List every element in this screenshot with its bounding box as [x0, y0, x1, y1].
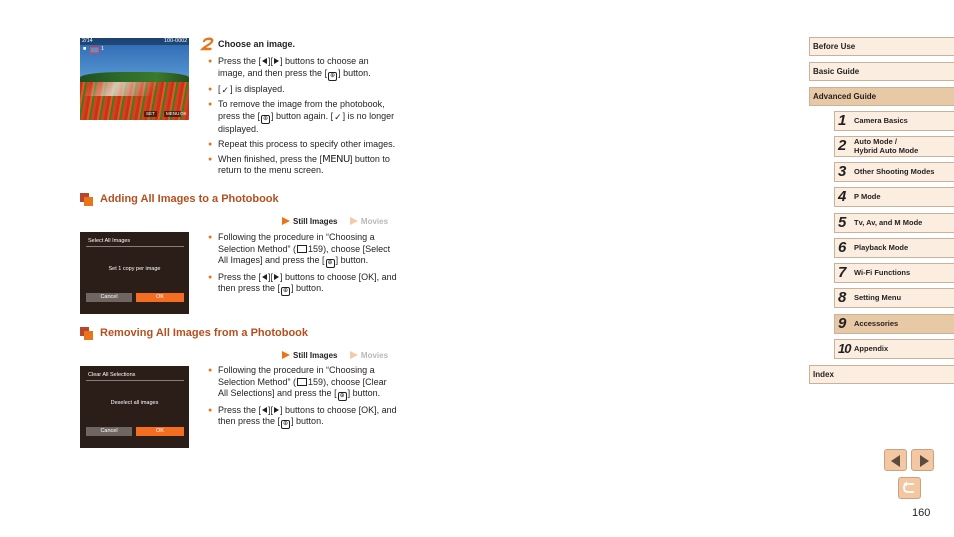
chapter-label: Tv, Av, and M Mode: [854, 217, 923, 227]
file-number: 100-0002: [164, 38, 188, 44]
func-set-icon: ⊕: [330, 72, 336, 79]
chapter-number: 7: [838, 264, 847, 281]
dialog-title: Clear All Selections: [88, 372, 136, 378]
chapter-label: Other Shooting Modes: [854, 166, 935, 176]
movies-icon: [350, 351, 358, 359]
section1-bullet-list: [208, 232, 398, 300]
func-set-icon: ⊕: [283, 288, 289, 294]
nav-chapter-1[interactable]: [834, 111, 954, 131]
dialog-message: Set 1 copy per image: [108, 266, 161, 272]
chapter-number: 4: [838, 188, 847, 205]
chapter-number: 8: [838, 289, 847, 306]
chapter-label: Camera Basics: [854, 115, 908, 125]
image-counter: 2/14: [82, 38, 93, 44]
movies-icon: [350, 217, 358, 225]
section2-bullet-list: [208, 365, 398, 433]
menu-chip: MENU: [166, 111, 180, 116]
nav-chapter-4[interactable]: [834, 187, 954, 207]
check-icon: ✓: [221, 85, 230, 95]
menu-button-icon: MENU: [322, 153, 350, 165]
page-number: 160: [912, 507, 931, 519]
list-item: ● [✓] is displayed.: [208, 84, 398, 96]
set-chip: SET: [146, 111, 155, 116]
still-images-icon: [282, 217, 290, 225]
nav-chapter-8[interactable]: [834, 288, 954, 308]
chapter-number: 3: [838, 163, 847, 180]
dialog-message: Deselect all images: [110, 400, 159, 406]
chapter-label: Auto Mode / Hybrid Auto Mode: [854, 137, 919, 155]
func-set-icon: ⊕: [263, 115, 269, 122]
nav-chapter-5[interactable]: [834, 213, 954, 233]
step-number-icon: [200, 37, 214, 51]
right-button-icon: [274, 407, 279, 413]
section-title-remove-all: Removing All Images from a Photobook: [100, 327, 309, 339]
nav-before-use[interactable]: Before Use: [809, 37, 954, 56]
list-item: ● Following the procedure in “Choosing a Selection Method” ( 159), choose [Select All Images] and press the [ ⊕ ] button.: [208, 232, 398, 268]
list-item: ● When finished, press the [MENU] button to return to the menu screen.: [208, 154, 398, 177]
left-button-icon: [262, 407, 267, 413]
chapter-label: Wi-Fi Functions: [854, 267, 911, 277]
photobook-check-icon: [90, 47, 99, 53]
still-images-icon: [282, 351, 290, 359]
dialog-ok: OK: [136, 293, 184, 302]
left-button-icon: [262, 58, 267, 64]
section-marker-icon: [80, 327, 93, 340]
nav-chapter-10[interactable]: [834, 339, 954, 359]
check-icon: ✓: [334, 111, 342, 122]
chapter-label: Playback Mode: [854, 242, 909, 252]
dialog-title: Select All Images: [88, 238, 131, 244]
nav-chapter-3[interactable]: [834, 162, 954, 182]
nav-chapter-6[interactable]: [834, 238, 954, 258]
list-item: ● Press the [ ][ ] buttons to choose [OK], and then press the [ ⊕ ] button.: [208, 272, 398, 297]
ok-chip: OK: [180, 111, 187, 116]
chapter-number: 6: [838, 239, 847, 256]
book-reference-icon: [297, 378, 307, 386]
step-title: Choose an image.: [218, 39, 296, 49]
camera-screen-select-all: [80, 232, 189, 314]
left-button-icon: [262, 274, 267, 280]
chapter-label: Accessories: [854, 318, 899, 328]
list-item: ● To remove the image from the photobook, press the [ ⊕ ] button again. [✓] is no longer displayed.: [208, 99, 398, 135]
nav-advanced-guide[interactable]: Advanced Guide: [809, 87, 954, 106]
list-item: ● Following the procedure in “Choosing a Selection Method” ( 159), choose [Clear All Selections] and press the [ ⊕ ] button.: [208, 365, 398, 401]
mode-indicator: Still Images Movies: [282, 345, 388, 363]
chapter-label: Setting Menu: [854, 292, 902, 302]
nav-chapter-9[interactable]: [834, 314, 954, 334]
func-set-icon: ⊕: [283, 421, 289, 427]
return-icon: [902, 481, 918, 496]
nav-basic-guide[interactable]: Basic Guide: [809, 62, 954, 81]
right-button-icon: [274, 274, 279, 280]
arrow-right-icon: [920, 455, 929, 467]
previous-page-button[interactable]: [884, 449, 907, 471]
chapter-number: 10: [838, 341, 851, 356]
func-set-icon: ⊕: [339, 393, 345, 399]
list-item: ● Repeat this process to specify other images.: [208, 139, 398, 151]
camera-screen-photo: [80, 38, 189, 120]
chapter-number: 2: [838, 137, 847, 154]
list-item: ● Press the [ ][ ] buttons to choose an image, and then press the [ ⊕ ] button.: [208, 56, 398, 81]
nav-chapter-7[interactable]: [834, 263, 954, 283]
chapter-number: 5: [838, 214, 847, 231]
chapter-number: 1: [838, 112, 847, 129]
nav-index[interactable]: Index: [809, 365, 954, 384]
print-count: 1: [101, 46, 105, 52]
list-item: ● Press the [ ][ ] buttons to choose [OK], and then press the [ ⊕ ] button.: [208, 405, 398, 430]
arrow-left-icon: [891, 455, 900, 467]
book-reference-icon: [297, 245, 307, 253]
chapter-label: P Mode: [854, 191, 881, 201]
mode-indicator: Still Images Movies: [282, 211, 388, 229]
func-set-icon: ⊕: [327, 260, 333, 266]
camera-screen-clear-all: [80, 366, 189, 448]
section-title-add-all: Adding All Images to a Photobook: [100, 193, 279, 205]
chapter-number: 9: [838, 315, 847, 332]
nav-chapter-2[interactable]: [834, 136, 954, 157]
chapter-label: Appendix: [854, 343, 889, 353]
next-page-button[interactable]: [911, 449, 934, 471]
right-button-icon: [274, 58, 279, 64]
return-button[interactable]: [898, 477, 921, 499]
dialog-cancel: Cancel: [86, 293, 132, 302]
step-bullet-list: [208, 56, 398, 180]
photo-path: [82, 82, 160, 96]
dialog-cancel: Cancel: [86, 427, 132, 436]
section-marker-icon: [80, 193, 93, 206]
dialog-ok: OK: [136, 427, 184, 436]
protect-icon: ■: [83, 46, 87, 52]
